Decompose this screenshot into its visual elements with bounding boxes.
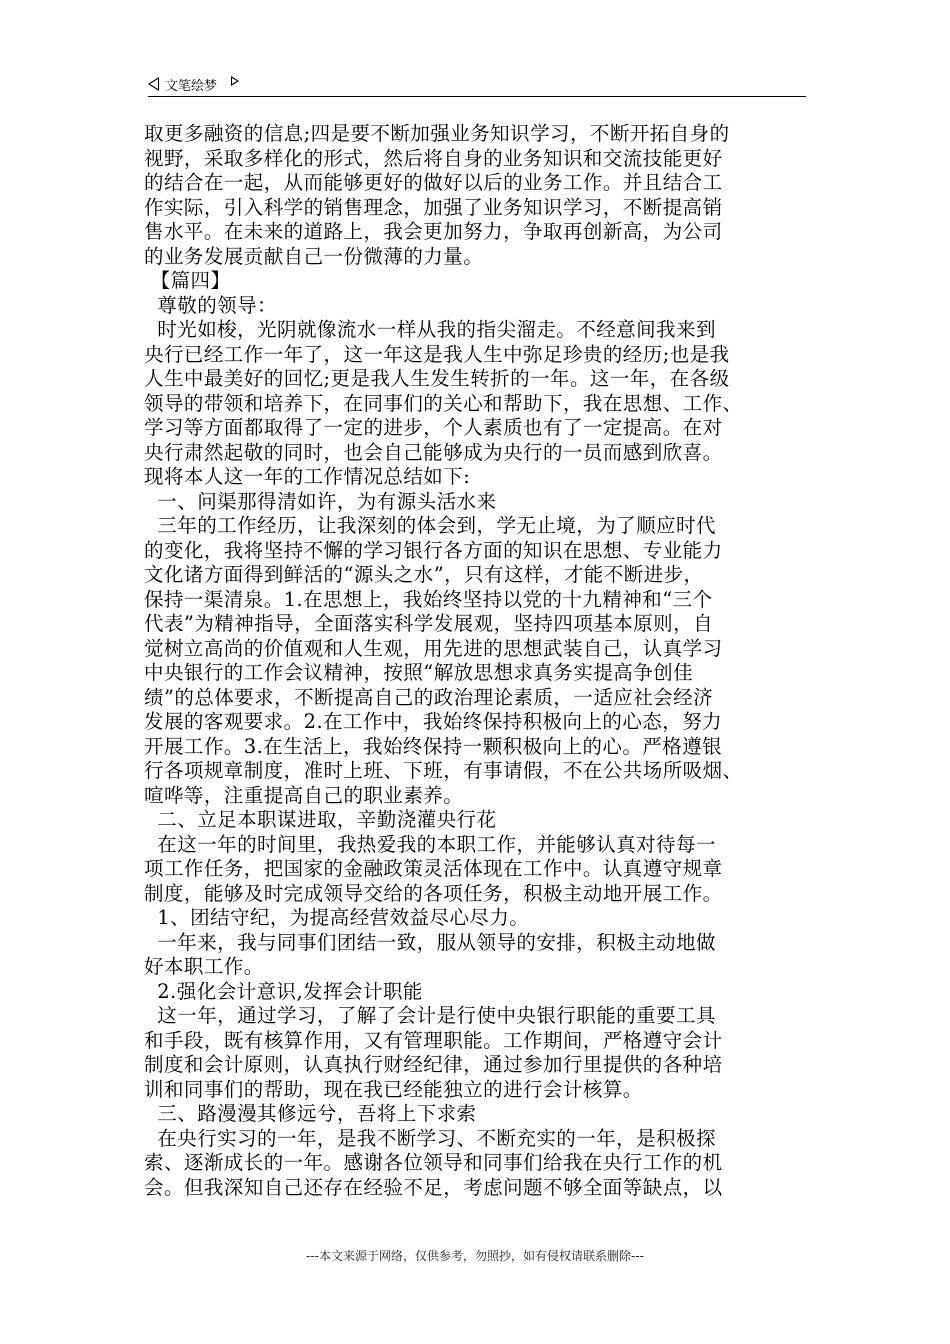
footer-notice: ---本文来源于网络，仅供参考，勿照抄，如有侵权请联系删除---: [306, 1249, 644, 1263]
text-line: 学习等方面都取得了一定的进步，个人素质也有了一定提高。在对: [144, 416, 723, 439]
text-line: 三、路漫漫其修远兮，吾将上下求索: [144, 1102, 477, 1125]
text-line: 制度，能够及时完成领导交给的各项任务，积极主动地开展工作。: [144, 881, 723, 905]
header-bar: [148, 74, 806, 94]
text-line: 制度和会计原则，认真执行财经纪律，通过参加行里提供的各种培: [144, 1053, 723, 1076]
text-line: 绩”的总体要求，不断提高自己的政治理论素质，一适应社会经济: [144, 685, 714, 709]
text-line: 售水平。在未来的道路上，我会更加努力，争取再创新高，为公司: [144, 220, 723, 243]
text-line: 的业务发展贡献自己一份微薄的力量。: [144, 244, 484, 268]
text-line: 央行肃然起敬的同时，也会自己能够成为央行的一员而感到欣喜。: [144, 440, 723, 464]
text-line: 作实际，引入科学的销售理念，加强了业务知识学习，不断提高销: [144, 195, 723, 219]
text-line: 觉树立高尚的价值观和人生观，用先进的思想武装自己，认真学习: [144, 636, 723, 660]
text-line: 好本职工作。: [144, 955, 264, 978]
text-line: 尊敬的领导：: [144, 293, 277, 317]
text-line: 2.强化会计意识,发挥会计职能: [144, 979, 423, 1003]
text-line: 中央银行的工作会议精神，按照“解放思想求真务实提高争创佳: [144, 661, 694, 684]
header-title: 文笔绘梦: [165, 78, 218, 94]
text-line: 【篇四】: [144, 269, 231, 292]
text-line: 现将本人这一年的工作情况总结如下:: [144, 465, 471, 488]
text-line: 项工作任务，把国家的金融政策灵活体现在工作中。认真遵守规章: [144, 857, 723, 880]
text-line: 开展工作。3.在生活上，我始终保持一颗积极向上的心。严格遵银: [144, 734, 723, 758]
text-line: 央行已经工作一年了，这一年这是我人生中弥足珍贵的经历;也是我: [144, 342, 730, 366]
page-header: [148, 74, 806, 97]
text-line: 一、问渠那得清如许，为有源头活水来: [144, 489, 497, 513]
text-line: 训和同事们的帮助，现在我已经能独立的进行会计核算。: [144, 1077, 643, 1101]
text-line: 在央行实习的一年，是我不断学习、不断充实的一年，是积极探: [144, 1126, 716, 1150]
text-line: 行各项规章制度，准时上班、下班，有事请假，不在公共场所吸烟、: [144, 759, 743, 782]
text-line: 文化诸方面得到鲜活的“源头之水”，只有这样，才能不断进步，: [144, 563, 704, 586]
text-line: 会。但我深知自己还存在经验不足，考虑问题不够全面等缺点，以: [144, 1175, 723, 1199]
text-line: 三年的工作经历，让我深刻的体会到，学无止境，为了顺应时代: [144, 514, 716, 537]
text-line: 在这一年的时间里，我热爱我的本职工作，并能够认真对待每一: [144, 832, 716, 856]
text-line: 保持一渠清泉。1.在思想上，我始终坚持以党的十九精神和“三个: [144, 587, 713, 611]
text-line: 索、逐渐成长的一年。感谢各位领导和同事们给我在央行工作的机: [144, 1151, 723, 1174]
text-line: 取更多融资的信息;四是要不断加强业务知识学习，不断开拓自身的: [144, 122, 730, 145]
text-line: 视野，采取多样化的形式，然后将自身的业务知识和交流技能更好: [144, 146, 723, 170]
document-body: [144, 122, 830, 1200]
text-line: 和手段，既有核算作用，又有管理职能。工作期间，严格遵守会计: [144, 1028, 723, 1052]
text-line: 的变化，我将坚持不懈的学习银行各方面的知识在思想、专业能力: [144, 538, 723, 562]
triangle-right-icon: [231, 76, 239, 86]
text-line: 人生中最美好的回忆;更是我人生发生转折的一年。这一年，在各级: [144, 367, 730, 390]
text-line: 1、团结守纪，为提高经营效益尽心尽力。: [144, 906, 530, 929]
text-line: 喧哗等，注重提高自己的职业素养。: [144, 783, 464, 807]
text-line: 的结合在一起，从而能够更好的做好以后的业务工作。并且结合工: [144, 171, 723, 194]
text-line: 一年来，我与同事们团结一致，服从领导的安排，积极主动地做: [144, 930, 716, 954]
text-line: 代表”为精神指导，全面落实科学发展观，坚持四项基本原则，自: [144, 612, 714, 635]
text-line: 发展的客观要求。2.在工作中，我始终保持积极向上的心态，努力: [144, 710, 723, 733]
text-line: 领导的带领和培养下，在同事们的关心和帮助下，我在思想、工作、: [144, 391, 743, 415]
text-line: 这一年，通过学习，了解了会计是行使中央银行职能的重要工具: [144, 1004, 716, 1027]
text-line: 二、立足本职谋进取，辛勤浇灌央行花: [144, 808, 497, 831]
text-line: 时光如梭，光阴就像流水一样从我的指尖溜走。不经意间我来到: [144, 318, 716, 341]
triangle-left-icon: [148, 77, 159, 91]
